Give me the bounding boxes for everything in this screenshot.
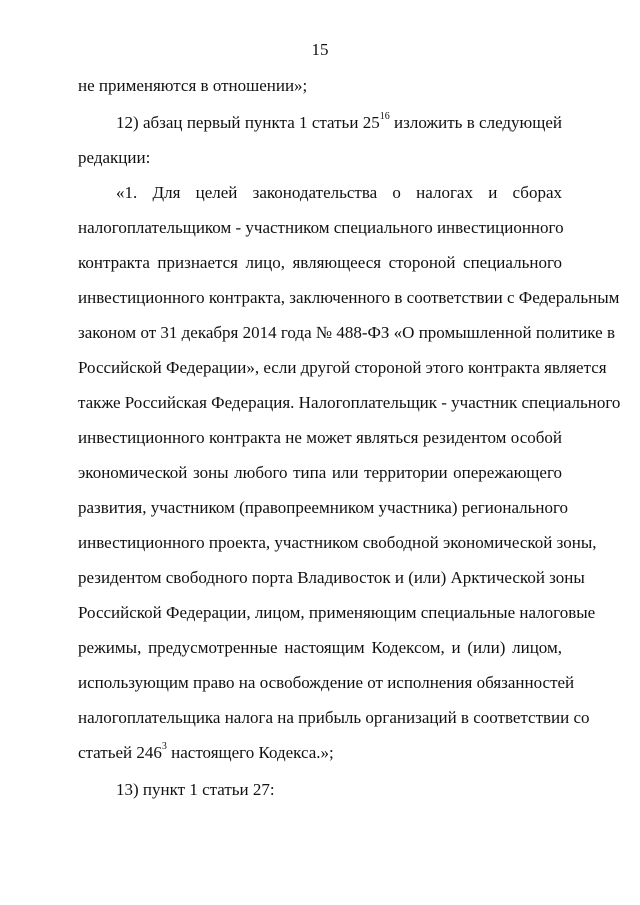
- text-line: инвестиционного проекта, участником свободной экономической зоны,: [78, 533, 597, 552]
- text-line: инвестиционного контракта, заключенного в соответствии с Федеральным: [78, 288, 620, 307]
- text-line: Российской Федерации», если другой стороной этого контракта является: [78, 358, 607, 377]
- text-line: резидентом свободного порта Владивосток и (или) Арктической зоны: [78, 568, 585, 587]
- text-line: Российской Федерации, лицом, применяющим специальные налоговые: [78, 603, 596, 622]
- text-line: налогоплательщиком - участником специального инвестиционного: [78, 218, 564, 237]
- text-line: развития, участником (правопреемником участника) регионального: [78, 498, 569, 517]
- item-13-heading: 13) пункт 1 статьи 27:: [116, 780, 275, 799]
- quoted-paragraph-start: «1. Для целей законодательства о налогах и сборах: [116, 183, 562, 202]
- text-line: законом от 31 декабря 2014 года № 488-ФЗ «О промышленной политике в: [78, 323, 615, 342]
- text-line: контракта признается лицо, являющееся стороной специального: [78, 253, 562, 272]
- page-number: 15: [311, 40, 329, 59]
- superscript: 3: [161, 741, 167, 753]
- item-12-heading: [116, 113, 562, 133]
- text-line: режимы, предусмотренные настоящим Кодексом, и (или) лицом,: [78, 638, 562, 657]
- text-run: статьей 246: [78, 743, 162, 762]
- superscript: 16: [379, 111, 390, 123]
- text-run: 12) абзац первый пункта 1 статьи 25: [116, 113, 380, 132]
- text-run: настоящего Кодекса.»;: [166, 743, 334, 762]
- quoted-paragraph-end: [78, 743, 562, 763]
- text-line: не применяются в отношении»;: [78, 76, 308, 95]
- text-line: налогоплательщика налога на прибыль организаций в соответствии со: [78, 708, 590, 727]
- text-line: инвестиционного контракта не может являться резидентом особой: [78, 428, 562, 447]
- text-line: экономической зоны любого типа или территории опережающего: [78, 463, 562, 482]
- text-line: использующим право на освобождение от исполнения обязанностей: [78, 673, 575, 692]
- text-line: также Российская Федерация. Налогоплательщик - участник специального: [78, 393, 621, 412]
- text-run: изложить в следующей: [389, 113, 562, 132]
- text-line: редакции:: [78, 148, 151, 167]
